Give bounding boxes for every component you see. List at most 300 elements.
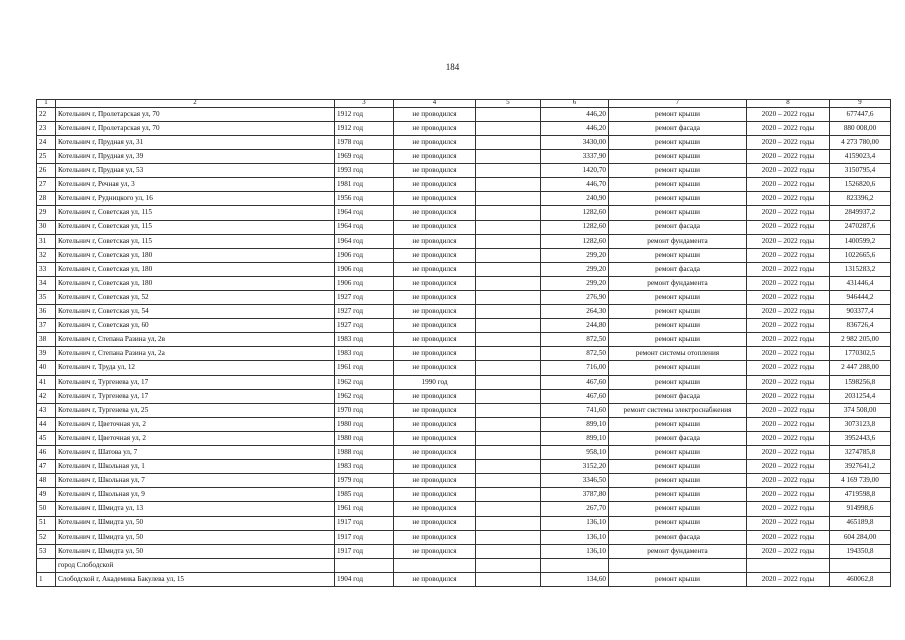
empty-cell [476, 305, 541, 319]
cost-cell: 880 008,00 [830, 121, 891, 135]
row-number-cell: 42 [37, 389, 56, 403]
work-type-cell: ремонт фундамента [609, 276, 747, 290]
table-row [37, 474, 891, 488]
row-number-cell: 44 [37, 417, 56, 431]
column-number-6: 6 [541, 100, 609, 108]
work-type-cell: ремонт крыши [609, 107, 747, 121]
area-cell: 3152,20 [541, 460, 609, 474]
work-type-cell [609, 558, 747, 572]
address-cell: Котельнич г, Школьная ул, 1 [56, 460, 335, 474]
address-cell: Котельнич г, Прудная ул, 39 [56, 150, 335, 164]
empty-cell [476, 460, 541, 474]
row-number-cell: 22 [37, 107, 56, 121]
construction-year-cell: 1961 год [335, 361, 394, 375]
work-type-cell: ремонт крыши [609, 446, 747, 460]
row-number-cell: 33 [37, 262, 56, 276]
address-cell: Слободской г, Академика Бакулева ул, 15 [56, 572, 335, 586]
table-row [37, 361, 891, 375]
period-cell: 2020 – 2022 годы [747, 572, 830, 586]
last-repair-cell: не проводился [394, 248, 476, 262]
column-number-4: 4 [394, 100, 476, 108]
cost-cell: 3073123,8 [830, 417, 891, 431]
construction-year-cell: 1980 год [335, 417, 394, 431]
area-cell: 264,30 [541, 305, 609, 319]
work-type-cell: ремонт крыши [609, 474, 747, 488]
last-repair-cell: не проводился [394, 530, 476, 544]
construction-year-cell: 1917 год [335, 530, 394, 544]
address-cell: Котельнич г, Шатова ул, 7 [56, 446, 335, 460]
area-cell: 467,60 [541, 375, 609, 389]
work-type-cell: ремонт крыши [609, 135, 747, 149]
empty-cell [476, 319, 541, 333]
address-cell: Котельнич г, Советская ул, 54 [56, 305, 335, 319]
construction-year-cell: 1927 год [335, 291, 394, 305]
last-repair-cell: не проводился [394, 234, 476, 248]
row-number-cell: 51 [37, 516, 56, 530]
period-cell: 2020 – 2022 годы [747, 361, 830, 375]
work-type-cell: ремонт фасада [609, 121, 747, 135]
address-cell: Котельнич г, Тургенева ул, 17 [56, 389, 335, 403]
work-type-cell: ремонт фасада [609, 262, 747, 276]
empty-cell [476, 488, 541, 502]
table-row [37, 460, 891, 474]
period-cell: 2020 – 2022 годы [747, 347, 830, 361]
cost-cell: 1770302,5 [830, 347, 891, 361]
table-row [37, 347, 891, 361]
area-cell: 136,10 [541, 516, 609, 530]
area-cell: 1282,60 [541, 206, 609, 220]
work-type-cell: ремонт фундамента [609, 544, 747, 558]
table-row [37, 502, 891, 516]
area-cell: 3430,00 [541, 135, 609, 149]
work-type-cell: ремонт крыши [609, 178, 747, 192]
last-repair-cell: не проводился [394, 291, 476, 305]
period-cell: 2020 – 2022 годы [747, 488, 830, 502]
row-number-cell: 25 [37, 150, 56, 164]
area-cell: 958,10 [541, 446, 609, 460]
empty-cell [476, 431, 541, 445]
address-cell: Котельнич г, Прудная ул, 31 [56, 135, 335, 149]
column-number-1: 1 [37, 100, 56, 108]
empty-cell [476, 262, 541, 276]
empty-cell [476, 333, 541, 347]
row-number-cell: 35 [37, 291, 56, 305]
construction-year-cell: 1961 год [335, 502, 394, 516]
area-cell: 741,60 [541, 403, 609, 417]
area-cell: 467,60 [541, 389, 609, 403]
address-cell: Котельнич г, Школьная ул, 7 [56, 474, 335, 488]
work-type-cell: ремонт крыши [609, 248, 747, 262]
address-cell: Котельнич г, Советская ул, 115 [56, 234, 335, 248]
last-repair-cell: не проводился [394, 192, 476, 206]
period-cell: 2020 – 2022 годы [747, 206, 830, 220]
area-cell: 899,10 [541, 431, 609, 445]
work-type-cell: ремонт крыши [609, 192, 747, 206]
address-cell: Котельнич г, Труда ул, 12 [56, 361, 335, 375]
period-cell: 2020 – 2022 годы [747, 276, 830, 290]
empty-cell [476, 276, 541, 290]
empty-cell [476, 530, 541, 544]
construction-year-cell: 1981 год [335, 178, 394, 192]
row-number-cell: 53 [37, 544, 56, 558]
cost-cell: 2031254,4 [830, 389, 891, 403]
period-cell: 2020 – 2022 годы [747, 375, 830, 389]
address-cell: Котельнич г, Степана Разина ул, 2в [56, 333, 335, 347]
cost-cell: 1022665,6 [830, 248, 891, 262]
table-row [37, 417, 891, 431]
area-cell: 716,00 [541, 361, 609, 375]
period-cell: 2020 – 2022 годы [747, 305, 830, 319]
row-number-cell: 49 [37, 488, 56, 502]
area-cell: 136,10 [541, 530, 609, 544]
row-number-cell: 30 [37, 220, 56, 234]
row-number-cell: 23 [37, 121, 56, 135]
address-cell: Котельнич г, Прудная ул, 53 [56, 164, 335, 178]
cost-cell [830, 558, 891, 572]
empty-cell [476, 347, 541, 361]
last-repair-cell: не проводился [394, 361, 476, 375]
address-cell: Котельнич г, Тургенева ул, 25 [56, 403, 335, 417]
row-number-cell: 34 [37, 276, 56, 290]
construction-year-cell: 1979 год [335, 474, 394, 488]
cost-cell: 4 169 739,00 [830, 474, 891, 488]
table-row [37, 220, 891, 234]
address-cell: Котельнич г, Шмидта ул, 50 [56, 516, 335, 530]
area-cell: 3787,80 [541, 488, 609, 502]
construction-year-cell: 1993 год [335, 164, 394, 178]
last-repair-cell: не проводился [394, 178, 476, 192]
table-row [37, 446, 891, 460]
empty-cell [476, 417, 541, 431]
address-cell: Котельнич г, Шмидта ул, 50 [56, 544, 335, 558]
table-row [37, 248, 891, 262]
row-number-cell [37, 558, 56, 572]
table-row [37, 234, 891, 248]
empty-cell [476, 446, 541, 460]
header-row [37, 100, 891, 108]
table-row [37, 206, 891, 220]
table-row [37, 544, 891, 558]
cost-cell: 2 982 205,00 [830, 333, 891, 347]
period-cell [747, 558, 830, 572]
cost-cell: 374 508,00 [830, 403, 891, 417]
last-repair-cell: не проводился [394, 276, 476, 290]
work-type-cell: ремонт крыши [609, 361, 747, 375]
work-type-cell: ремонт крыши [609, 333, 747, 347]
area-cell: 3346,50 [541, 474, 609, 488]
construction-year-cell: 1927 год [335, 305, 394, 319]
cost-cell: 4159023,4 [830, 150, 891, 164]
period-cell: 2020 – 2022 годы [747, 248, 830, 262]
work-type-cell: ремонт крыши [609, 488, 747, 502]
last-repair-cell: не проводился [394, 446, 476, 460]
table-row [37, 262, 891, 276]
empty-cell [476, 572, 541, 586]
work-type-cell: ремонт крыши [609, 319, 747, 333]
table-row [37, 305, 891, 319]
row-number-cell: 38 [37, 333, 56, 347]
period-cell: 2020 – 2022 годы [747, 333, 830, 347]
empty-cell [476, 375, 541, 389]
table-row [37, 192, 891, 206]
address-cell: Котельнич г, Советская ул, 115 [56, 220, 335, 234]
period-cell: 2020 – 2022 годы [747, 135, 830, 149]
cost-cell: 1598256,8 [830, 375, 891, 389]
construction-year-cell: 1962 год [335, 389, 394, 403]
address-cell: Котельнич г, Советская ул, 180 [56, 276, 335, 290]
column-number-5: 5 [476, 100, 541, 108]
table-body [37, 100, 891, 587]
empty-cell [476, 403, 541, 417]
cost-cell: 4719598,8 [830, 488, 891, 502]
area-cell: 446,20 [541, 107, 609, 121]
cost-cell: 836726,4 [830, 319, 891, 333]
column-number-9: 9 [830, 100, 891, 108]
address-cell: Котельнич г, Советская ул, 60 [56, 319, 335, 333]
address-cell: Котельнич г, Шмидта ул, 50 [56, 530, 335, 544]
period-cell: 2020 – 2022 годы [747, 192, 830, 206]
period-cell: 2020 – 2022 годы [747, 417, 830, 431]
period-cell: 2020 – 2022 годы [747, 262, 830, 276]
column-number-8: 8 [747, 100, 830, 108]
empty-cell [476, 291, 541, 305]
period-cell: 2020 – 2022 годы [747, 150, 830, 164]
table-row [37, 375, 891, 389]
last-repair-cell: не проводился [394, 262, 476, 276]
area-cell: 299,20 [541, 276, 609, 290]
table-row [37, 488, 891, 502]
last-repair-cell: не проводился [394, 121, 476, 135]
cost-cell: 465189,8 [830, 516, 891, 530]
row-number-cell: 24 [37, 135, 56, 149]
table-row [37, 333, 891, 347]
address-cell: Котельнич г, Советская ул, 180 [56, 248, 335, 262]
address-cell: Котельнич г, Советская ул, 115 [56, 206, 335, 220]
construction-year-cell: 1985 год [335, 488, 394, 502]
area-cell: 446,20 [541, 121, 609, 135]
address-cell: Котельнич г, Степана Разина ул, 2а [56, 347, 335, 361]
work-type-cell: ремонт крыши [609, 291, 747, 305]
area-cell: 267,70 [541, 502, 609, 516]
area-cell: 446,70 [541, 178, 609, 192]
period-cell: 2020 – 2022 годы [747, 291, 830, 305]
cost-cell: 2 447 288,00 [830, 361, 891, 375]
construction-year-cell: 1912 год [335, 107, 394, 121]
last-repair-cell: не проводился [394, 389, 476, 403]
cost-cell: 946444,2 [830, 291, 891, 305]
empty-cell [476, 164, 541, 178]
construction-year-cell: 1969 год [335, 150, 394, 164]
row-number-cell: 1 [37, 572, 56, 586]
work-type-cell: ремонт крыши [609, 150, 747, 164]
work-type-cell: ремонт крыши [609, 206, 747, 220]
empty-cell [476, 220, 541, 234]
last-repair-cell: не проводился [394, 150, 476, 164]
cost-cell: 194350,8 [830, 544, 891, 558]
cost-cell: 3274785,8 [830, 446, 891, 460]
table-row [37, 431, 891, 445]
empty-cell [476, 121, 541, 135]
work-type-cell: ремонт крыши [609, 516, 747, 530]
last-repair-cell: не проводился [394, 403, 476, 417]
work-type-cell: ремонт крыши [609, 572, 747, 586]
last-repair-cell: 1990 год [394, 375, 476, 389]
table-row [37, 291, 891, 305]
construction-year-cell [335, 558, 394, 572]
cost-cell: 3927641,2 [830, 460, 891, 474]
last-repair-cell: не проводился [394, 135, 476, 149]
cost-cell: 3952443,6 [830, 431, 891, 445]
table-row [37, 572, 891, 586]
column-number-3: 3 [335, 100, 394, 108]
cost-cell: 4 273 780,00 [830, 135, 891, 149]
address-cell: Котельнич г, Советская ул, 52 [56, 291, 335, 305]
last-repair-cell: не проводился [394, 460, 476, 474]
table-row [37, 558, 891, 572]
construction-year-cell: 1917 год [335, 544, 394, 558]
empty-cell [476, 544, 541, 558]
cost-cell: 2849937,2 [830, 206, 891, 220]
row-number-cell: 26 [37, 164, 56, 178]
row-number-cell: 47 [37, 460, 56, 474]
last-repair-cell: не проводился [394, 107, 476, 121]
empty-cell [476, 474, 541, 488]
area-cell [541, 558, 609, 572]
work-type-cell: ремонт крыши [609, 417, 747, 431]
empty-cell [476, 502, 541, 516]
area-cell: 136,10 [541, 544, 609, 558]
area-cell: 1282,60 [541, 220, 609, 234]
row-number-cell: 43 [37, 403, 56, 417]
period-cell: 2020 – 2022 годы [747, 474, 830, 488]
last-repair-cell: не проводился [394, 572, 476, 586]
address-cell: Котельнич г, Пролетарская ул, 70 [56, 107, 335, 121]
last-repair-cell: не проводился [394, 206, 476, 220]
construction-year-cell: 1983 год [335, 333, 394, 347]
row-number-cell: 52 [37, 530, 56, 544]
row-number-cell: 39 [37, 347, 56, 361]
work-type-cell: ремонт фасада [609, 220, 747, 234]
period-cell: 2020 – 2022 годы [747, 319, 830, 333]
last-repair-cell: не проводился [394, 417, 476, 431]
cost-cell: 1526820,6 [830, 178, 891, 192]
period-cell: 2020 – 2022 годы [747, 403, 830, 417]
empty-cell [476, 206, 541, 220]
empty-cell [476, 107, 541, 121]
period-cell: 2020 – 2022 годы [747, 446, 830, 460]
last-repair-cell: не проводился [394, 220, 476, 234]
cost-cell: 823396,2 [830, 192, 891, 206]
empty-cell [476, 389, 541, 403]
row-number-cell: 45 [37, 431, 56, 445]
last-repair-cell: не проводился [394, 502, 476, 516]
empty-cell [476, 178, 541, 192]
area-cell: 1282,60 [541, 234, 609, 248]
address-cell: город Слободской [56, 558, 335, 572]
row-number-cell: 41 [37, 375, 56, 389]
address-cell: Котельнич г, Тургенева ул, 17 [56, 375, 335, 389]
table-row [37, 389, 891, 403]
table-row [37, 276, 891, 290]
work-type-cell: ремонт крыши [609, 375, 747, 389]
area-cell: 872,50 [541, 333, 609, 347]
period-cell: 2020 – 2022 годы [747, 431, 830, 445]
address-cell: Котельнич г, Рудницкого ул, 16 [56, 192, 335, 206]
row-number-cell: 50 [37, 502, 56, 516]
cost-cell: 677447,6 [830, 107, 891, 121]
row-number-cell: 40 [37, 361, 56, 375]
construction-year-cell: 1983 год [335, 460, 394, 474]
cost-cell: 3150795,4 [830, 164, 891, 178]
table-row [37, 107, 891, 121]
construction-year-cell: 1980 год [335, 431, 394, 445]
period-cell: 2020 – 2022 годы [747, 220, 830, 234]
period-cell: 2020 – 2022 годы [747, 502, 830, 516]
address-cell: Котельнич г, Цветочная ул, 2 [56, 431, 335, 445]
row-number-cell: 48 [37, 474, 56, 488]
construction-year-cell: 1964 год [335, 206, 394, 220]
area-cell: 899,10 [541, 417, 609, 431]
empty-cell [476, 150, 541, 164]
cost-cell: 903377,4 [830, 305, 891, 319]
area-cell: 299,20 [541, 262, 609, 276]
construction-year-cell: 1927 год [335, 319, 394, 333]
area-cell: 1420,70 [541, 164, 609, 178]
last-repair-cell: не проводился [394, 347, 476, 361]
row-number-cell: 28 [37, 192, 56, 206]
work-type-cell: ремонт крыши [609, 305, 747, 319]
construction-year-cell: 1983 год [335, 347, 394, 361]
cost-cell: 914998,6 [830, 502, 891, 516]
construction-year-cell: 1964 год [335, 234, 394, 248]
area-cell: 872,50 [541, 347, 609, 361]
last-repair-cell [394, 558, 476, 572]
repair-program-table [36, 99, 891, 587]
construction-year-cell: 1906 год [335, 248, 394, 262]
construction-year-cell: 1978 год [335, 135, 394, 149]
construction-year-cell: 1917 год [335, 516, 394, 530]
column-number-2: 2 [56, 100, 335, 108]
last-repair-cell: не проводился [394, 516, 476, 530]
table-row [37, 403, 891, 417]
empty-cell [476, 248, 541, 262]
period-cell: 2020 – 2022 годы [747, 389, 830, 403]
cost-cell: 1315283,2 [830, 262, 891, 276]
work-type-cell: ремонт системы отопления [609, 347, 747, 361]
area-cell: 134,60 [541, 572, 609, 586]
row-number-cell: 36 [37, 305, 56, 319]
empty-cell [476, 558, 541, 572]
address-cell: Котельнич г, Советская ул, 180 [56, 262, 335, 276]
empty-cell [476, 516, 541, 530]
last-repair-cell: не проводился [394, 488, 476, 502]
area-cell: 299,20 [541, 248, 609, 262]
construction-year-cell: 1906 год [335, 276, 394, 290]
last-repair-cell: не проводился [394, 164, 476, 178]
period-cell: 2020 – 2022 годы [747, 107, 830, 121]
empty-cell [476, 234, 541, 248]
area-cell: 244,80 [541, 319, 609, 333]
row-number-cell: 46 [37, 446, 56, 460]
construction-year-cell: 1956 год [335, 192, 394, 206]
cost-cell: 460062,8 [830, 572, 891, 586]
cost-cell: 431446,4 [830, 276, 891, 290]
address-cell: Котельнич г, Речная ул, 3 [56, 178, 335, 192]
last-repair-cell: не проводился [394, 305, 476, 319]
cost-cell: 1400599,2 [830, 234, 891, 248]
address-cell: Котельнич г, Пролетарская ул, 70 [56, 121, 335, 135]
construction-year-cell: 1912 год [335, 121, 394, 135]
